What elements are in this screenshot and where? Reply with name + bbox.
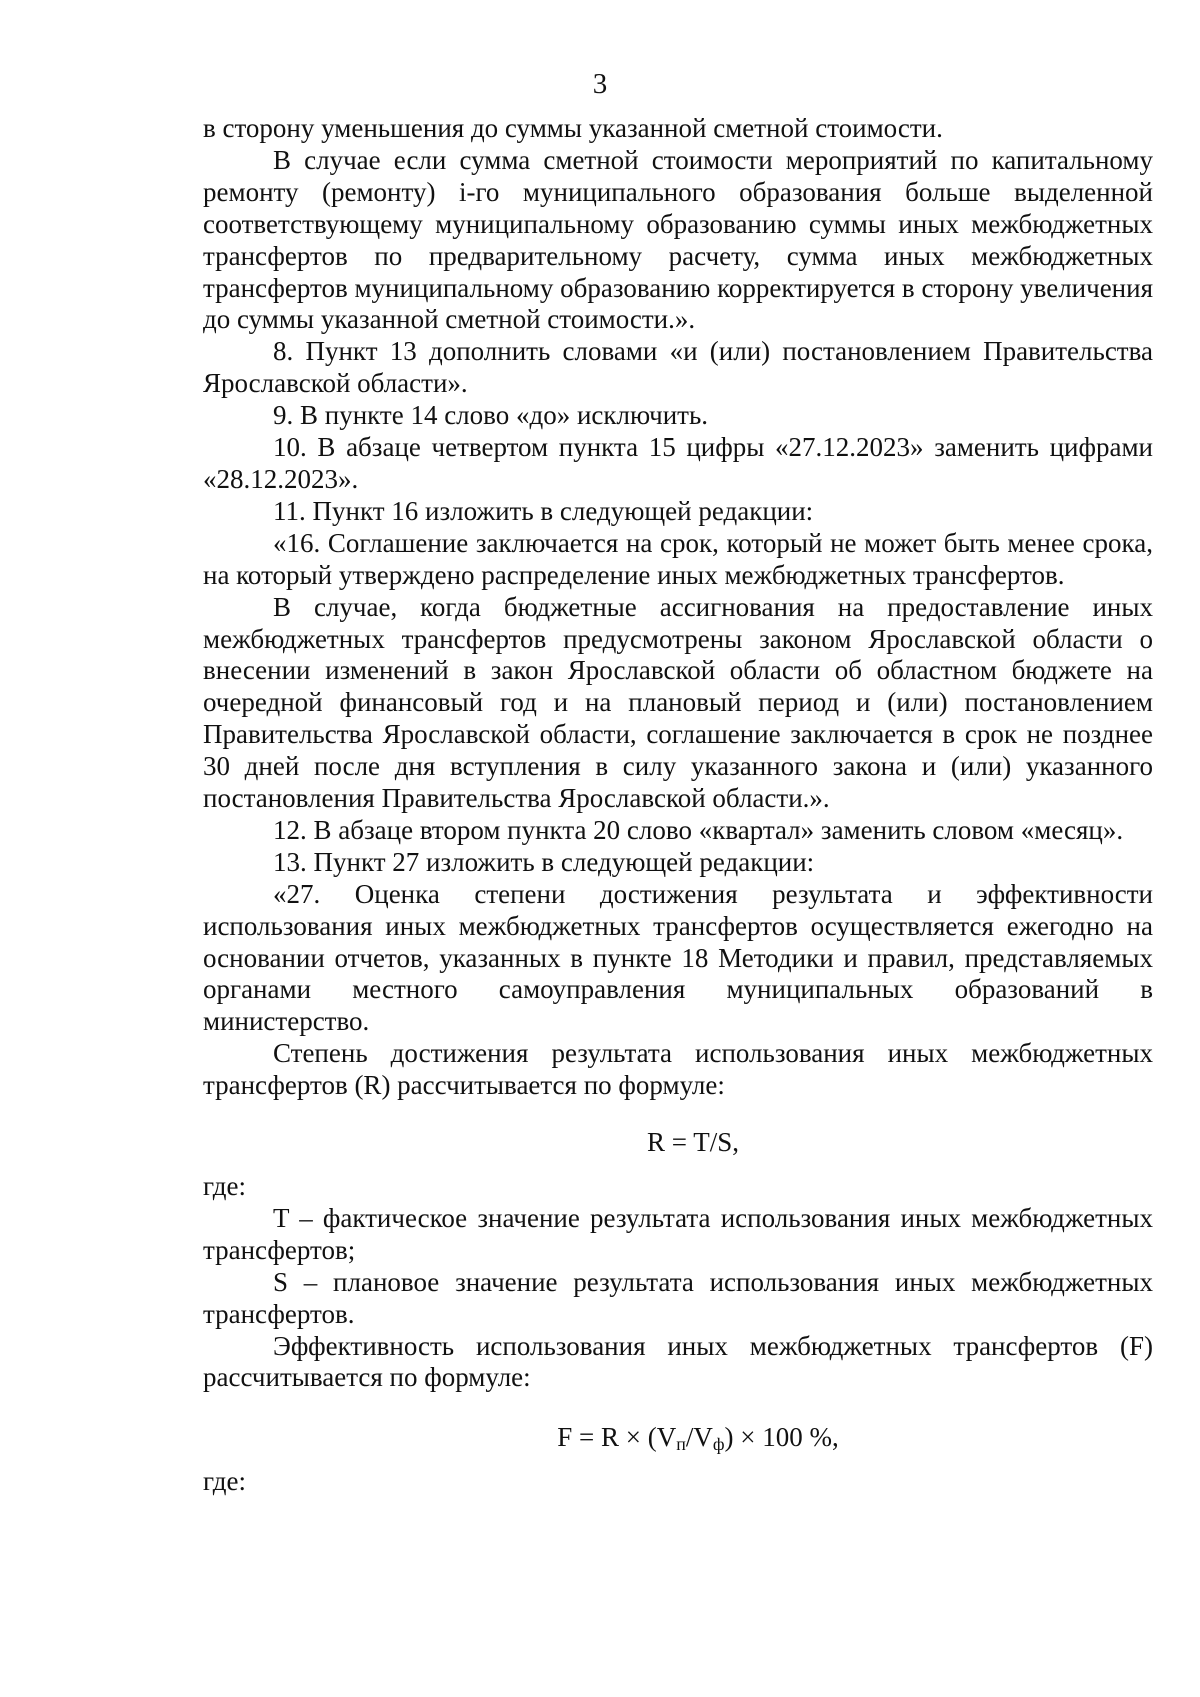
paragraph: В случае если сумма сметной стоимости мероприятий по капитальному ремонту (ремонту) i-го муниципального образования больше выделенной соответствующему муниципальному образованию суммы иных межбюджетных трансфертов по предварительному расчету, сумма иных межбюджетных трансфертов муниципальному образованию корректируется в сторону увеличения до суммы указанной сметной стоимости.». (203, 144, 1153, 335)
paragraph: в сторону уменьшения до суммы указанной сметной стоимости. (203, 113, 943, 143)
paragraph: 8. Пункт 13 дополнить словами «и (или) постановлением Правительства Ярославской области». (203, 336, 1153, 399)
where-label: где: (203, 1171, 246, 1201)
formula-f-mid: /V (685, 1422, 713, 1453)
formula-f-tail: ) × 100 %, (724, 1422, 839, 1453)
paragraph: 9. В пункте 14 слово «до» исключить. (273, 400, 709, 431)
page-number: 3 (592, 68, 608, 100)
paragraph: «16. Соглашение заключается на срок, который не может быть менее срока, на который утверждено распределение иных межбюджетных трансфертов. (203, 527, 1153, 590)
paragraph: Эффективность использования иных межбюджетных трансфертов (F) рассчитывается по формуле: (203, 1330, 1153, 1393)
paragraph: Степень достижения результата использования иных межбюджетных трансфертов (R) рассчитывается по формуле: (203, 1038, 1153, 1101)
formula-f-lead: F = R × (V (557, 1422, 677, 1453)
formula-r: R = T/S, (646, 1127, 739, 1158)
formula-f-sub-f: ф (712, 1434, 725, 1455)
where-label: где: (203, 1466, 246, 1497)
paragraph: 12. В абзаце втором пункта 20 слово «квартал» заменить словом «месяц». (273, 814, 1124, 845)
definition-s: S – плановое значение результата использования иных межбюджетных трансфертов. (203, 1266, 1153, 1329)
document-body (203, 113, 1153, 1498)
paragraph: В случае, когда бюджетные ассигнования на предоставление иных межбюджетных трансфертов предусмотрены законом Ярославской области о внесении изменений в закон Ярославской области об областном бюджете на очередной финансовый год и на плановый период и (или) постановлением Правительства Ярославской области, соглашение заключается в срок не позднее 30 дней после дня вступления в силу указанного закона и (или) указанного постановления Правительства Ярославской области.». (203, 591, 1153, 814)
paragraph: 11. Пункт 16 изложить в следующей редакции: (273, 495, 814, 526)
paragraph: «27. Оценка степени достижения результата и эффективности использования иных межбюджетных трансфертов осуществляется ежегодно на основании отчетов, указанных в пункте 18 Методики и правил, представляемых органами местного самоуправления муниципальных образований в министерство. (203, 878, 1153, 1037)
formula-f-sub-p: п (676, 1434, 686, 1455)
paragraph: 10. В абзаце четвертом пункта 15 цифры «27.12.2023» заменить цифрами «28.12.2023». (203, 432, 1153, 494)
formula-f (203, 1422, 1153, 1454)
paragraph: 13. Пункт 27 изложить в следующей редакции: (273, 846, 815, 877)
definition-t: T – фактическое значение результата использования иных межбюджетных трансфертов; (203, 1202, 1153, 1265)
